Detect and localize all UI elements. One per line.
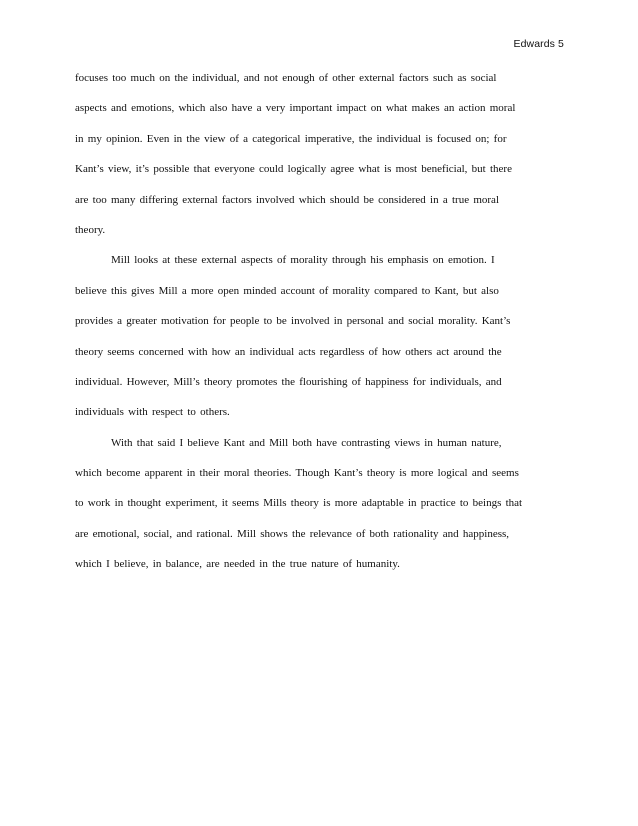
text-line: individual. However, Mill’s theory promotes the flourishing of happiness for individuals, and — [75, 375, 502, 388]
paragraph-1 — [75, 70, 565, 252]
text-line: Kant’s view, it’s possible that everyone could logically agree what is most beneficial, but there — [75, 163, 512, 176]
text-line: are too many differing external factors involved which should be considered in a true moral — [75, 193, 499, 206]
paragraph-2 — [75, 252, 565, 434]
text-line: which become apparent in their moral theories. Though Kant’s theory is more logical and seems — [75, 467, 519, 480]
text-line: which I believe, in balance, are needed in the true nature of humanity. — [75, 558, 400, 571]
paragraph-3 — [75, 435, 565, 587]
text-line: theory. — [75, 223, 106, 236]
text-line: focuses too much on the individual, and not enough of other external factors such as social — [75, 72, 497, 84]
text-line: individuals with respect to others. — [75, 406, 230, 419]
text-line: provides a greater motivation for people to be involved in personal and social morality. Kant’s — [75, 315, 511, 328]
text-line: With that said I believe Kant and Mill both have contrasting views in human nature, — [111, 436, 502, 449]
text-line: aspects and emotions, which also have a very important impact on what makes an action moral — [75, 102, 516, 115]
text-line: are emotional, social, and rational. Mill shows the relevance of both rationality and happiness, — [75, 527, 510, 540]
text-line: believe this gives Mill a more open minded account of morality compared to Kant, but also — [75, 284, 499, 297]
document-body — [75, 70, 565, 587]
text-line: to work in thought experiment, it seems Mills theory is more adaptable in practice to beings that — [75, 497, 523, 510]
text-line: in my opinion. Even in the view of a categorical imperative, the individual is focused on; for — [75, 132, 507, 145]
running-head: Edwards 5 — [513, 38, 564, 50]
text-line: theory seems concerned with how an individual acts regardless of how others act around the — [75, 345, 502, 358]
text-line: Mill looks at these external aspects of morality through his emphasis on emotion. I — [111, 254, 495, 267]
